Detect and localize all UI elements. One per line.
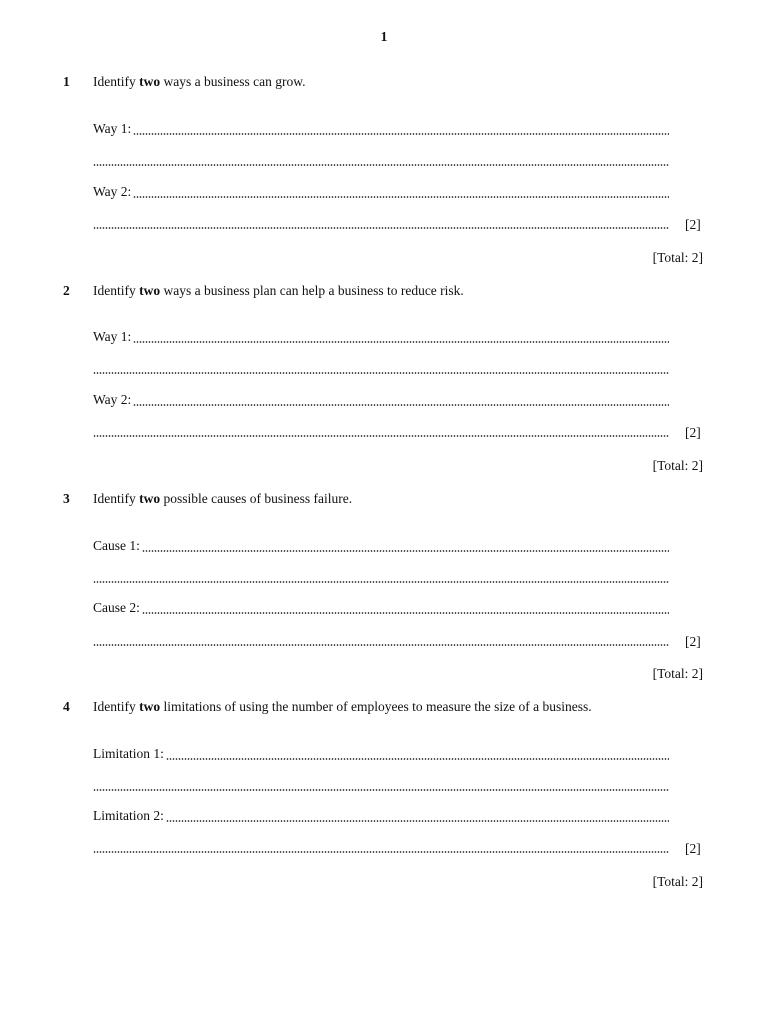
- answer-line-continuation-2[interactable]: [93, 423, 669, 439]
- dotted-line: [93, 164, 669, 166]
- answer-line-continuation-1[interactable]: [93, 777, 669, 793]
- answer-line-1[interactable]: [93, 329, 669, 345]
- answer-label: Cause 1:: [93, 538, 140, 553]
- answer-line-continuation-2[interactable]: [93, 839, 669, 855]
- total-marks: [Total: 2]: [652, 250, 703, 265]
- answer-label: Limitation 2:: [93, 808, 164, 823]
- question-number: 4: [63, 699, 70, 714]
- total-marks: [Total: 2]: [652, 458, 703, 473]
- answer-label: Way 2:: [93, 184, 132, 199]
- total-marks: [Total: 2]: [652, 666, 703, 681]
- page-number: 1: [380, 29, 388, 44]
- total-marks: [Total: 2]: [652, 874, 703, 889]
- dotted-line: [93, 851, 669, 853]
- answer-line-2[interactable]: [93, 600, 669, 616]
- answer-line-continuation-1[interactable]: [93, 152, 669, 168]
- dotted-line: [142, 612, 669, 614]
- dotted-line: [93, 227, 669, 229]
- answer-line-1[interactable]: [93, 121, 669, 137]
- answer-label: Way 1:: [93, 329, 132, 344]
- answer-label: Limitation 1:: [93, 746, 164, 761]
- answer-label: Way 2:: [93, 392, 132, 407]
- dotted-line: [133, 404, 669, 406]
- answer-line-2[interactable]: [93, 392, 669, 408]
- answer-line-1[interactable]: [93, 538, 669, 554]
- dotted-line: [93, 581, 669, 583]
- question-number: 1: [63, 74, 70, 89]
- dotted-line: [93, 644, 669, 646]
- dotted-line: [133, 341, 669, 343]
- dotted-line: [166, 820, 669, 822]
- marks-label: [2]: [685, 841, 701, 856]
- question-text: Identify two limitations of using the number of employees to measure the size of a business.: [93, 699, 592, 714]
- dotted-line: [93, 789, 669, 791]
- dotted-line: [166, 758, 669, 760]
- answer-line-continuation-1[interactable]: [93, 360, 669, 376]
- question-text: Identify two ways a business plan can help a business to reduce risk.: [93, 283, 464, 298]
- dotted-line: [93, 372, 669, 374]
- dotted-line: [133, 133, 669, 135]
- answer-line-2[interactable]: [93, 184, 669, 200]
- marks-label: [2]: [685, 217, 701, 232]
- marks-label: [2]: [685, 634, 701, 649]
- dotted-line: [93, 435, 669, 437]
- answer-label: Way 1:: [93, 121, 132, 136]
- answer-line-continuation-2[interactable]: [93, 632, 669, 648]
- dotted-line: [142, 550, 669, 552]
- answer-line-1[interactable]: [93, 746, 669, 762]
- answer-line-continuation-1[interactable]: [93, 569, 669, 585]
- marks-label: [2]: [685, 425, 701, 440]
- question-number: 3: [63, 491, 70, 506]
- question-text: Identify two ways a business can grow.: [93, 74, 306, 89]
- answer-line-2[interactable]: [93, 808, 669, 824]
- question-text: Identify two possible causes of business failure.: [93, 491, 353, 506]
- dotted-line: [133, 196, 669, 198]
- answer-label: Cause 2:: [93, 600, 140, 615]
- answer-line-continuation-2[interactable]: [93, 215, 669, 231]
- question-number: 2: [63, 283, 70, 298]
